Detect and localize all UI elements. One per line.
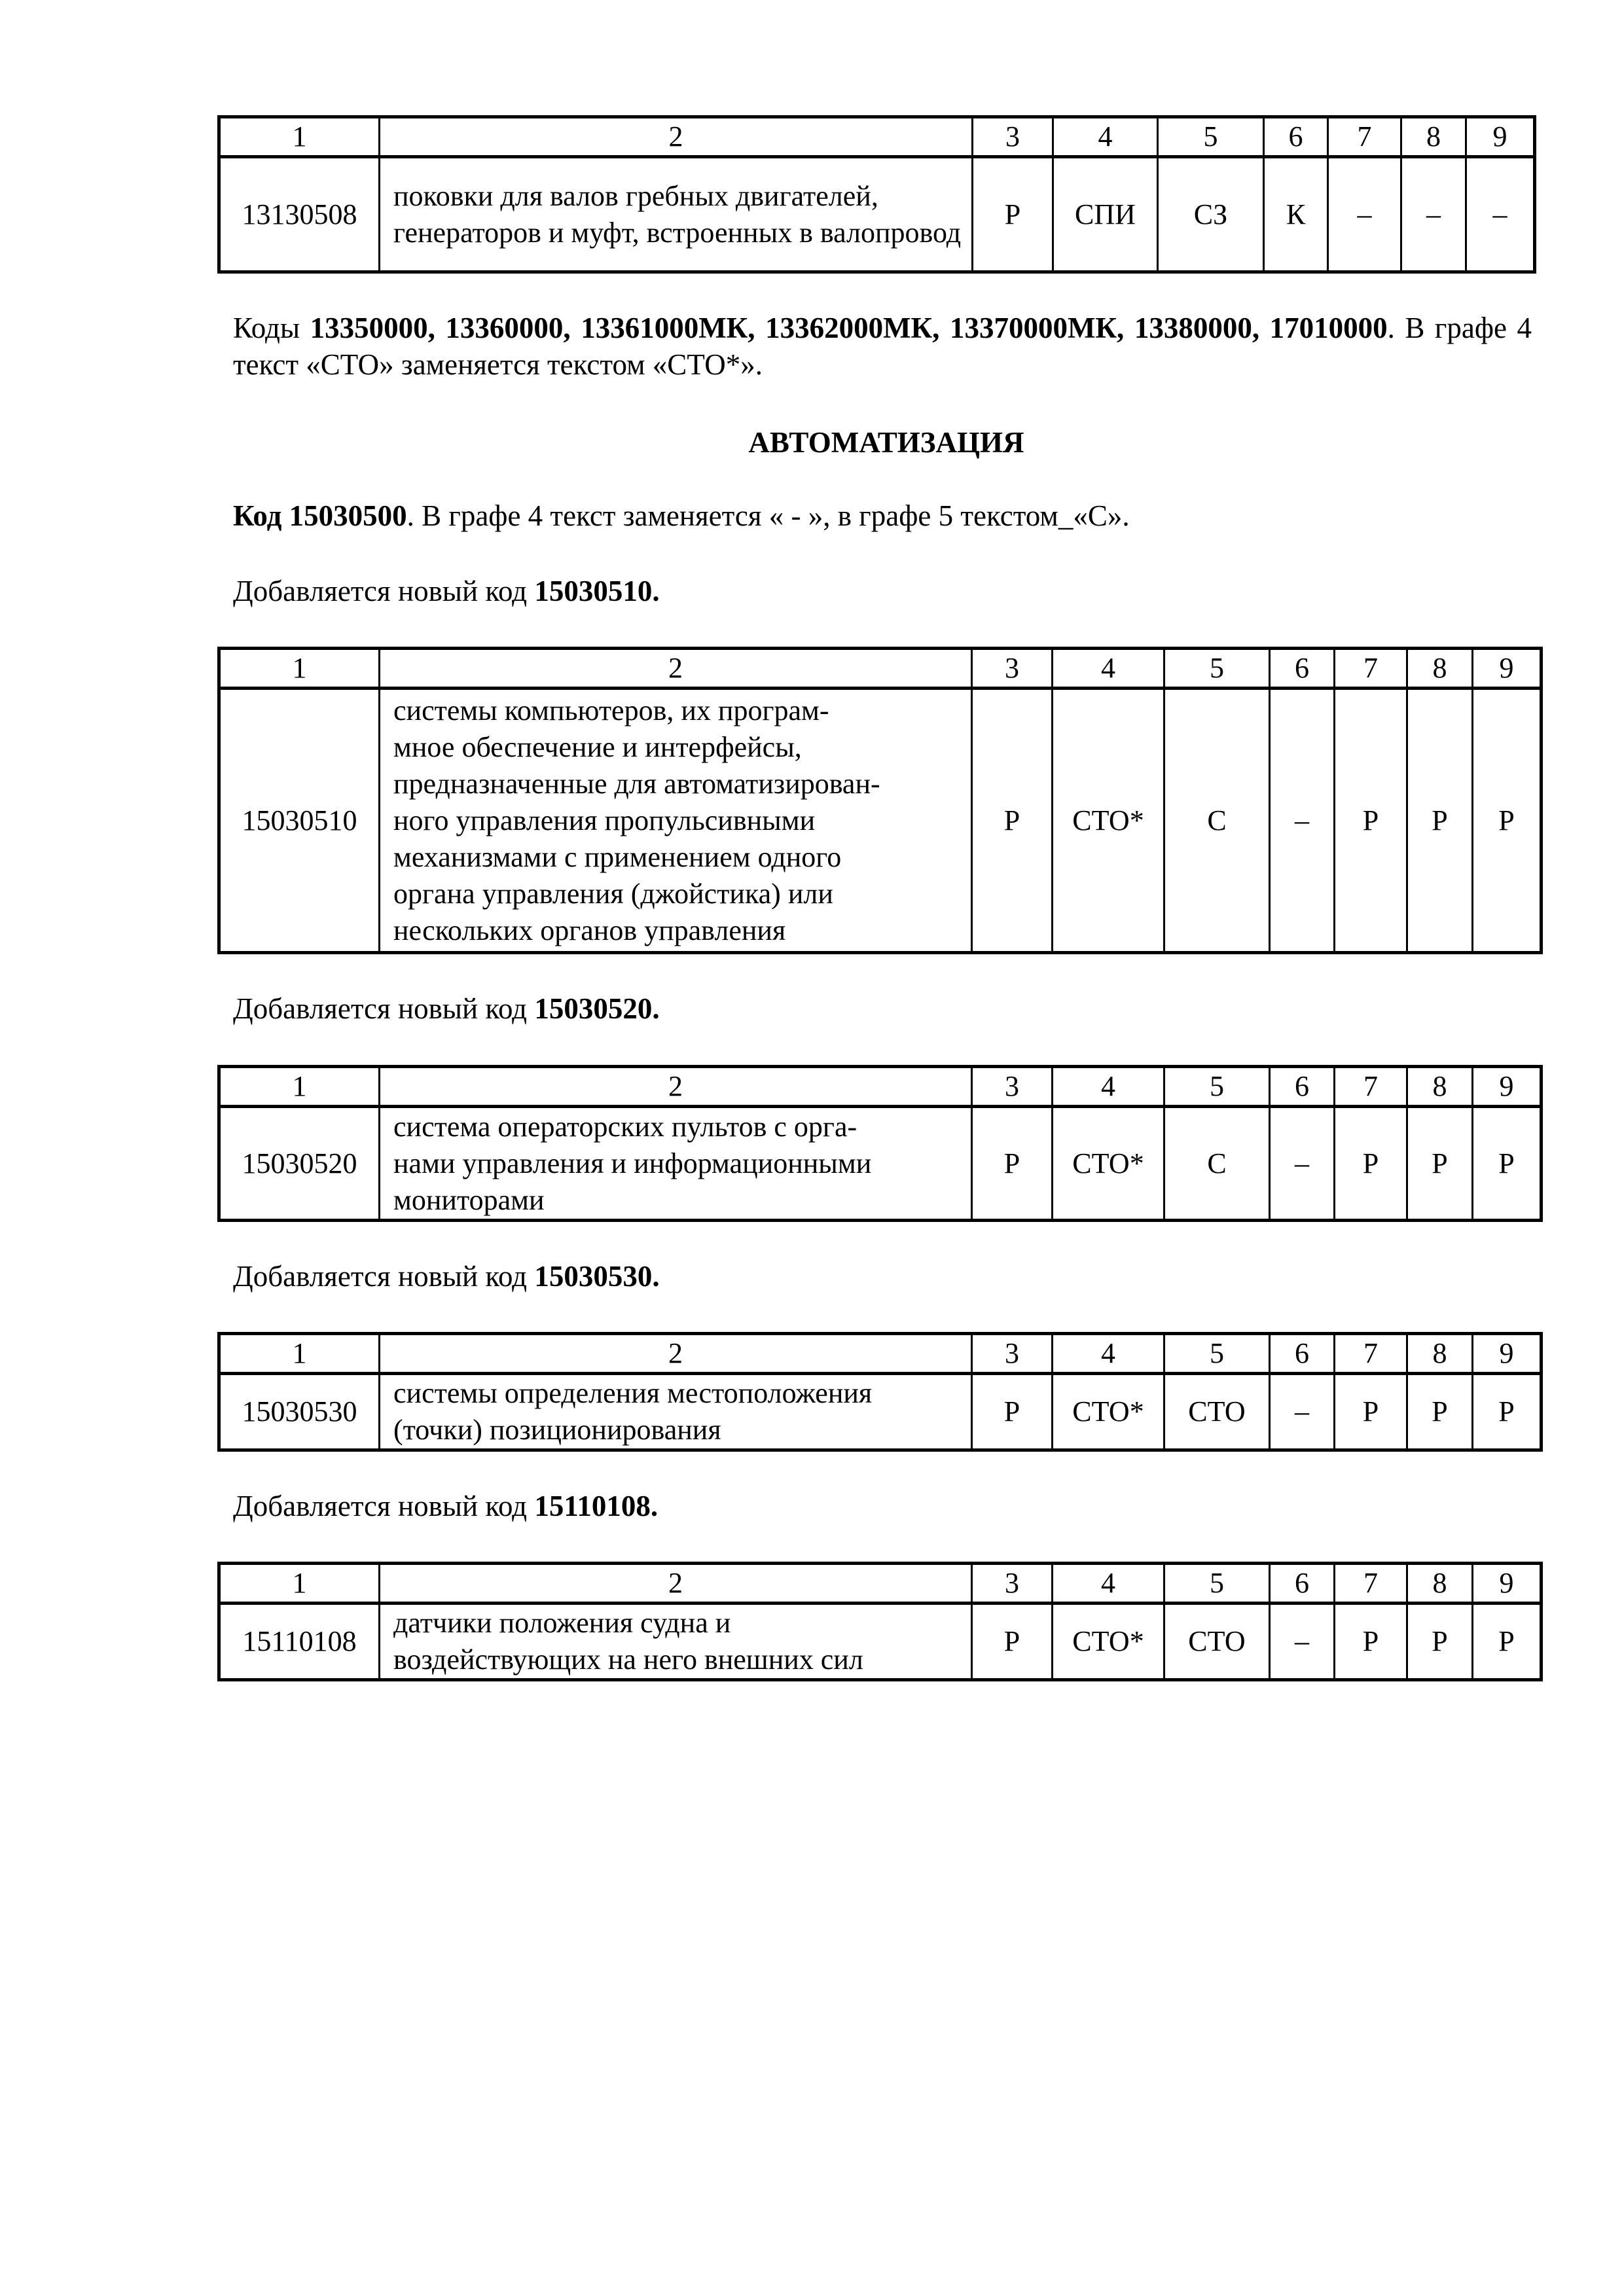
description-line: нескольких органов управления (393, 914, 786, 946)
col4-cell: СТО* (1053, 1107, 1164, 1221)
column-header: 9 (1473, 1067, 1542, 1107)
col9-cell: – (1466, 157, 1535, 272)
col6-cell: – (1270, 1107, 1335, 1221)
table-row (219, 1604, 1542, 1680)
description-line: предназначенные для автоматизирован- (393, 767, 880, 800)
description-line: (точки) позиционирования (393, 1414, 721, 1446)
codes-note-paragraph (233, 310, 1532, 383)
added-code-label (233, 1258, 1532, 1295)
col5-cell: С (1164, 1107, 1270, 1221)
table-row (219, 157, 1535, 272)
column-header: 7 (1335, 1067, 1407, 1107)
column-header: 4 (1053, 1067, 1164, 1107)
column-header: 5 (1164, 1564, 1270, 1604)
column-header: 5 (1158, 117, 1264, 157)
col3-cell: Р (972, 1107, 1053, 1221)
added-code-label (233, 573, 1532, 609)
description-line: воздействующих на него внешних сил (393, 1643, 863, 1676)
column-header: 3 (972, 1564, 1053, 1604)
col8-cell: Р (1407, 689, 1473, 953)
column-header: 8 (1401, 117, 1466, 157)
table-13130508 (217, 115, 1536, 274)
column-header: 3 (973, 117, 1053, 157)
code-cell: 13130508 (219, 157, 380, 272)
column-header: 9 (1466, 117, 1535, 157)
table-row (219, 689, 1542, 953)
col9-cell: Р (1473, 689, 1542, 953)
section-heading: АВТОМАТИЗАЦИЯ (748, 426, 1024, 459)
table-header-row (219, 1564, 1542, 1604)
codes-list: 13350000, 13360000, 13361000МК, 13362000МК, 13370000МК, 13380000, 17010000 (310, 312, 1388, 344)
code-cell: 15030520 (219, 1107, 380, 1221)
table-15030520 (217, 1065, 1543, 1222)
column-header: 1 (219, 649, 380, 689)
col5-cell: СТО (1164, 1374, 1270, 1450)
added-code-number: 15030530. (534, 1260, 660, 1293)
col3-cell: Р (972, 1604, 1053, 1680)
table-header-row (219, 1067, 1542, 1107)
col6-cell: К (1264, 157, 1328, 272)
column-header: 5 (1164, 1067, 1270, 1107)
added-code-text: Добавляется новый код (233, 1260, 535, 1293)
col9-cell: Р (1473, 1107, 1542, 1221)
column-header: 6 (1270, 1564, 1335, 1604)
description-cell: поковки для валов гребных двигателей, генераторов и муфт, встроенных в валопровод (380, 157, 973, 272)
code-change-text: . В графе 4 текст заменяется « - », в графе 5 текстом_«С». (406, 499, 1130, 532)
table-15030530 (217, 1332, 1543, 1452)
col5-cell: СЗ (1158, 157, 1264, 272)
column-header: 9 (1473, 649, 1542, 689)
column-header: 9 (1473, 1564, 1542, 1604)
col3-cell: Р (973, 157, 1053, 272)
column-header: 4 (1053, 649, 1164, 689)
table-header-row (219, 117, 1535, 157)
description-line: датчики положения судна и (393, 1607, 731, 1639)
description-cell (380, 1107, 972, 1221)
code-cell: 15110108 (219, 1604, 380, 1680)
code-cell: 15030530 (219, 1374, 380, 1450)
col9-cell: Р (1473, 1374, 1542, 1450)
codes-note-suffix: . В графе 4 текст «СТО» заменяется текстом «СТО*». (233, 312, 1532, 381)
code-change-note (233, 497, 1532, 534)
column-header: 3 (972, 1334, 1053, 1374)
col9-cell: Р (1473, 1604, 1542, 1680)
added-code-label (233, 1488, 1532, 1524)
col4-cell: СТО* (1053, 1604, 1164, 1680)
column-header: 1 (219, 1564, 380, 1604)
col8-cell: – (1401, 157, 1466, 272)
column-header: 8 (1407, 649, 1473, 689)
column-header: 9 (1473, 1334, 1542, 1374)
col4-cell: СТО* (1053, 689, 1164, 953)
column-header: 8 (1407, 1564, 1473, 1604)
added-code-text: Добавляется новый код (233, 575, 535, 607)
code-change-code: Код 15030500 (233, 499, 407, 532)
column-header: 1 (219, 117, 380, 157)
col8-cell: Р (1407, 1604, 1473, 1680)
description-cell (380, 1604, 972, 1680)
description-cell (380, 689, 972, 953)
col6-cell: – (1270, 1604, 1335, 1680)
col7-cell: Р (1335, 1604, 1407, 1680)
column-header: 5 (1164, 649, 1270, 689)
column-header: 5 (1164, 1334, 1270, 1374)
column-header: 2 (380, 1334, 972, 1374)
table-15030510 (217, 647, 1543, 954)
column-header: 3 (972, 649, 1053, 689)
description-line: нами управления и информационными (393, 1147, 872, 1179)
col4-cell: СТО* (1053, 1374, 1164, 1450)
table-15110108 (217, 1562, 1543, 1681)
col7-cell: Р (1335, 1374, 1407, 1450)
col8-cell: Р (1407, 1374, 1473, 1450)
column-header: 2 (380, 649, 972, 689)
col3-cell: Р (972, 1374, 1053, 1450)
description-line: органа управления (джойстика) или (393, 877, 833, 910)
column-header: 6 (1270, 649, 1335, 689)
column-header: 7 (1335, 1564, 1407, 1604)
col8-cell: Р (1407, 1107, 1473, 1221)
col5-cell: С (1164, 689, 1270, 953)
description-line: системы компьютеров, их програм- (393, 694, 829, 726)
description-line: механизмами с применением одного (393, 840, 842, 873)
col6-cell: – (1270, 1374, 1335, 1450)
description-line: мониторами (393, 1183, 545, 1216)
column-header: 7 (1335, 1334, 1407, 1374)
column-header: 1 (219, 1067, 380, 1107)
added-code-text: Добавляется новый код (233, 992, 535, 1025)
table-row (219, 1107, 1542, 1221)
col5-cell: СТО (1164, 1604, 1270, 1680)
column-header: 8 (1407, 1334, 1473, 1374)
added-code-number: 15110108. (534, 1490, 659, 1522)
column-header: 2 (380, 1067, 972, 1107)
col3-cell: Р (972, 689, 1053, 953)
column-header: 6 (1264, 117, 1328, 157)
column-header: 2 (380, 1564, 972, 1604)
table-header-row (219, 1334, 1542, 1374)
added-code-text: Добавляется новый код (233, 1490, 535, 1522)
col7-cell: – (1328, 157, 1401, 272)
column-header: 7 (1328, 117, 1401, 157)
description-line: системы определения местоположения (393, 1377, 873, 1409)
added-code-number: 15030510. (534, 575, 660, 607)
column-header: 2 (380, 117, 973, 157)
column-header: 3 (972, 1067, 1053, 1107)
added-code-number: 15030520. (534, 992, 660, 1025)
column-header: 6 (1270, 1334, 1335, 1374)
col6-cell: – (1270, 689, 1335, 953)
added-code-label (233, 990, 1532, 1027)
column-header: 8 (1407, 1067, 1473, 1107)
codes-note-prefix: Коды (233, 312, 310, 344)
column-header: 4 (1053, 1564, 1164, 1604)
column-header: 1 (219, 1334, 380, 1374)
column-header: 6 (1270, 1067, 1335, 1107)
table-row (219, 1374, 1542, 1450)
column-header: 7 (1335, 649, 1407, 689)
column-header: 4 (1053, 1334, 1164, 1374)
description-line: система операторских пультов с орга- (393, 1110, 857, 1143)
code-cell: 15030510 (219, 689, 380, 953)
description-line: ного управления пропульсивными (393, 804, 816, 836)
description-line: мное обеспечение и интерфейсы, (393, 730, 802, 763)
table-header-row (219, 649, 1542, 689)
col4-cell: СПИ (1053, 157, 1158, 272)
column-header: 4 (1053, 117, 1158, 157)
description-cell (380, 1374, 972, 1450)
col7-cell: Р (1335, 1107, 1407, 1221)
col7-cell: Р (1335, 689, 1407, 953)
